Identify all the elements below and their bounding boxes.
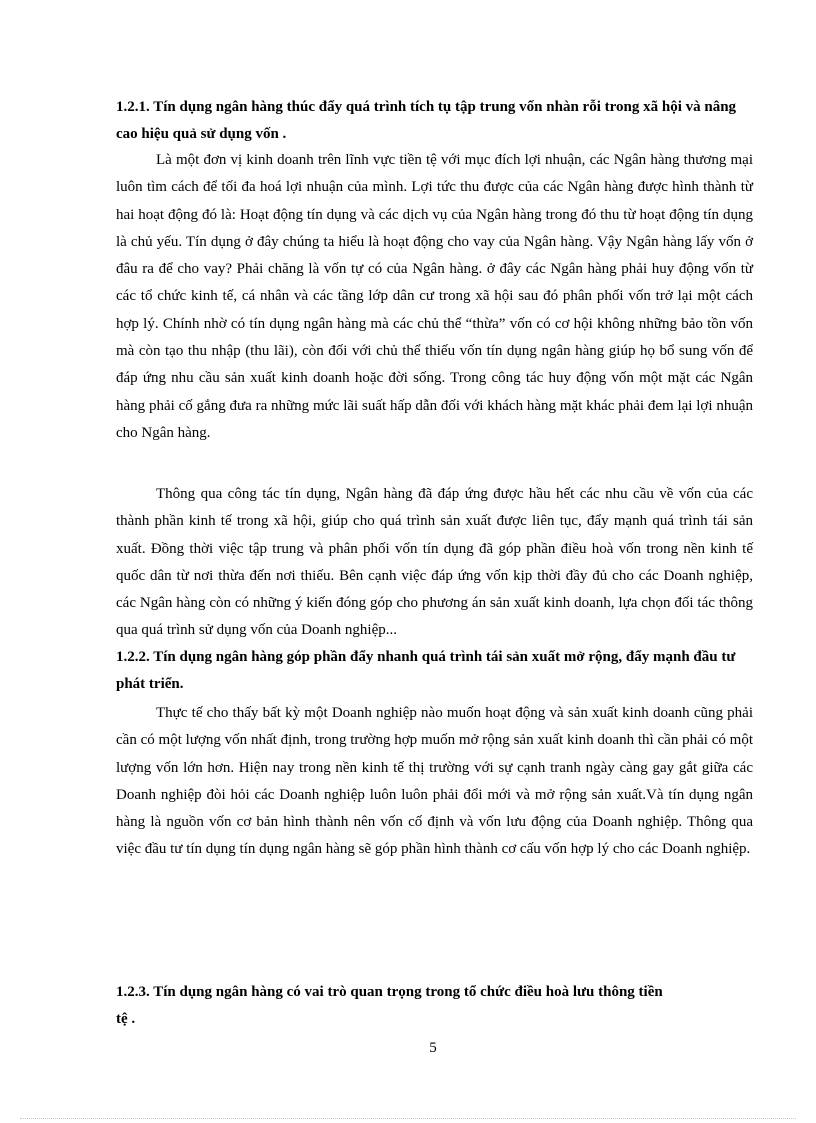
- section-heading-1-2-1: 1.2.1. Tín dụng ngân hàng thúc đẩy quá trình tích tụ tập trung vốn nhàn rỗi trong xã hội và nâng cao hiệu quả sử dụng vốn .: [116, 99, 737, 142]
- body-paragraph-3: Thực tế cho thấy bất kỳ một Doanh nghiệp nào muốn hoạt động và sản xuất kinh doanh cũng phải cần có một lượng vốn nhất định, trong trường hợp muốn mở rộng sản xuất kinh doanh thì cần phải có một lượng vốn lớn hơn. Hiện nay trong nền kinh tế thị trường với sự cạnh tranh ngày càng gay gắt giữa các Doanh nghiệp đòi hỏi các Doanh nghiệp luôn luôn phải đổi mới và mở rộng sản xuất.Và tín dụng ngân hàng là nguồn vốn cơ bản hình thành nên vốn cố định và vốn lưu động của Doanh nghiệp. Thông qua việc đầu tư tín dụng tín dụng ngân hàng sẽ góp phần hình thành cơ cấu vốn hợp lý cho các Doanh nghiệp.: [116, 705, 753, 858]
- body-paragraph-1: Là một đơn vị kinh doanh trên lĩnh vực tiền tệ với mục đích lợi nhuận, các Ngân hàng thương mại luôn tìm cách để tối đa hoá lợi nhuận của mình. Lợi tức thu được của các Ngân hàng được hình thành từ hai hoạt động đó là: Hoạt động tín dụng và các dịch vụ của Ngân hàng trong đó thu từ hoạt động tín dụng là chủ yếu. Tín dụng ở đây chúng ta hiểu là hoạt động cho vay của Ngân hàng. Vậy Ngân hàng lấy vốn ở đâu ra để cho vay? Phải chăng là vốn tự có của Ngân hàng. ở đây các Ngân hàng phải huy động vốn từ các tổ chức kinh tế, cá nhân và các tầng lớp dân cư trong xã hội sau đó phân phối vốn trở lại một cách hợp lý. Chính nhờ có tín dụng ngân hàng mà các chủ thể “thừa” vốn có cơ hội không những bảo tồn vốn mà còn tạo thu nhập (thu lãi), còn đối với chủ thể thiếu vốn tín dụng ngân hàng giúp họ bổ sung vốn để đáp ứng nhu cầu sản xuất kinh doanh hoặc đời sống. Trong công tác huy động vốn một mặt các Ngân hàng phải cố gắng đưa ra những mức lãi suất hấp dẫn đối với khách hàng mặt khác phải đem lại lợi nhuận cho Ngân hàng.: [116, 152, 753, 441]
- page-number: 5: [429, 1040, 437, 1056]
- section-heading-1-2-2: 1.2.2. Tín dụng ngân hàng góp phần đẩy nhanh quá trình tái sản xuất mở rộng, đẩy mạnh đầu tư phát triển.: [116, 649, 736, 692]
- page-bottom-divider: [20, 1118, 796, 1119]
- body-paragraph-2: Thông qua công tác tín dụng, Ngân hàng đã đáp ứng được hầu hết các nhu cầu về vốn của các thành phần kinh tế trong xã hội, giúp cho quá trình sản xuất được liên tục, đẩy mạnh quá trình tái sản xuất. Đồng thời việc tập trung và phân phối vốn tín dụng đã góp phần điều hoà vốn trong nền kinh tế quốc dân từ nơi thừa đến nơi thiếu. Bên cạnh việc đáp ứng vốn kịp thời đầy đủ cho các Doanh nghiệp, các Ngân hàng còn có những ý kiến đóng góp cho phương án sản xuất kinh doanh, lựa chọn đối tác thông qua quá trình sử dụng vốn của Doanh nghiệp...: [116, 486, 753, 639]
- section-heading-1-2-3: 1.2.3. Tín dụng ngân hàng có vai trò quan trọng trong tổ chức điều hoà lưu thông tiền tệ .: [116, 984, 663, 1027]
